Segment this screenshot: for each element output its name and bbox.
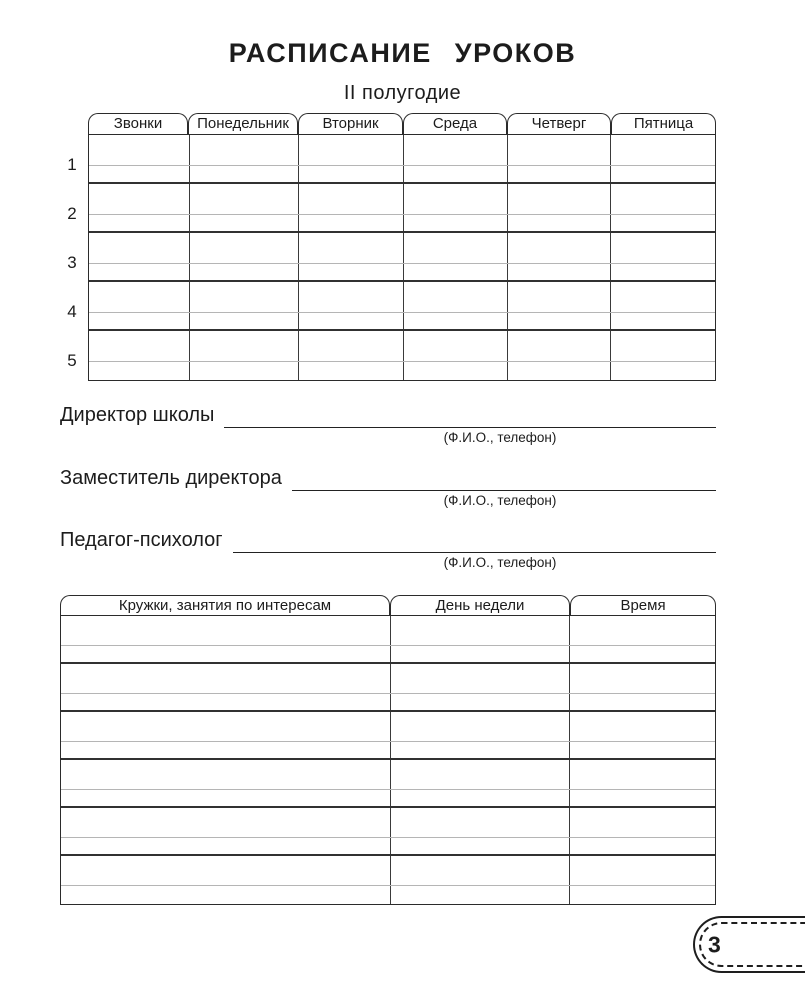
schedule-cell: [89, 215, 189, 231]
lesson-number: 5: [67, 351, 77, 370]
schedule-header-row: [88, 113, 716, 134]
lesson-number: 1: [67, 155, 77, 174]
clubs-cell: [390, 616, 569, 645]
clubs-cell: [61, 742, 390, 758]
official-label: Заместитель директора: [60, 467, 282, 489]
schedule-column-header-tuesday: Вторник: [298, 113, 403, 134]
clubs-cell: [390, 742, 569, 758]
clubs-cell-row: [61, 694, 715, 712]
clubs-cell-row: [61, 712, 715, 742]
schedule-cell: [298, 135, 403, 165]
lesson-number: 4: [67, 302, 77, 321]
clubs-cell: [61, 760, 390, 789]
clubs-cell: [390, 664, 569, 693]
schedule-cell-row: [89, 282, 715, 313]
schedule-cell: [403, 215, 507, 231]
schedule-cell: [298, 264, 403, 280]
clubs-cell: [390, 838, 569, 854]
schedule-cell: [403, 282, 507, 312]
clubs-cell: [61, 694, 390, 710]
schedule-cell: [507, 184, 611, 214]
clubs-cell-row: [61, 886, 715, 904]
lesson-number: 3: [67, 253, 77, 272]
schedule-cell: [610, 184, 715, 214]
schedule-cell: [403, 135, 507, 165]
schedule-cell-row: [89, 233, 715, 264]
semester-subtitle: II полугодие: [343, 82, 462, 104]
schedule-cell: [507, 313, 611, 329]
schedule-cell: [403, 184, 507, 214]
clubs-cell: [569, 646, 715, 662]
clubs-cell: [390, 790, 569, 806]
clubs-cell-row: [61, 760, 715, 790]
clubs-cell: [569, 760, 715, 789]
clubs-cell: [61, 838, 390, 854]
clubs-cell-row: [61, 790, 715, 808]
schedule-cell: [298, 166, 403, 182]
clubs-cell: [390, 646, 569, 662]
schedule-cell: [610, 362, 715, 380]
schedule-cell: [189, 282, 299, 312]
schedule-cell: [298, 313, 403, 329]
schedule-cell: [298, 215, 403, 231]
schedule-cell: [298, 233, 403, 263]
clubs-cell: [390, 808, 569, 837]
official-row-director: [60, 397, 716, 449]
schedule-cell: [89, 135, 189, 165]
clubs-cell-row: [61, 616, 715, 646]
schedule-cell-row: [89, 362, 715, 380]
page-number-badge: [693, 916, 805, 973]
schedule-cell: [89, 264, 189, 280]
clubs-cell-row: [61, 808, 715, 838]
schedule-cell: [610, 313, 715, 329]
schedule-cell: [403, 331, 507, 361]
signature-caption: (Ф.И.О., телефон): [443, 493, 557, 508]
schedule-cell-row: [89, 215, 715, 233]
schedule-cell: [507, 282, 611, 312]
official-row-deputy: [60, 460, 716, 512]
page-number: 3: [708, 931, 721, 957]
clubs-cell: [61, 646, 390, 662]
clubs-table: [60, 615, 716, 905]
schedule-cell: [89, 166, 189, 182]
clubs-column-header-activities: Кружки, занятия по интересам: [60, 595, 390, 615]
schedule-column-header-bells: Звонки: [88, 113, 188, 134]
lesson-number: 2: [67, 204, 77, 223]
schedule-cell: [507, 264, 611, 280]
schedule-cell: [403, 264, 507, 280]
schedule-cell: [403, 362, 507, 380]
schedule-cell: [403, 313, 507, 329]
schedule-cell: [189, 313, 299, 329]
signature-caption: (Ф.И.О., телефон): [443, 555, 557, 570]
schedule-cell-row: [89, 184, 715, 215]
clubs-cell: [390, 694, 569, 710]
schedule-cell-row: [89, 313, 715, 331]
schedule-cell: [507, 166, 611, 182]
clubs-cell: [61, 808, 390, 837]
signature-line: [224, 397, 716, 428]
schedule-cell: [89, 282, 189, 312]
schedule-cell-row: [89, 135, 715, 166]
clubs-column-header-time: Время: [570, 595, 716, 615]
schedule-cell: [298, 331, 403, 361]
schedule-cell-row: [89, 331, 715, 362]
schedule-cell: [189, 331, 299, 361]
clubs-cell: [569, 742, 715, 758]
clubs-cell: [390, 760, 569, 789]
schedule-cell: [189, 215, 299, 231]
schedule-cell: [298, 282, 403, 312]
schedule-cell: [298, 184, 403, 214]
page-title: РАСПИСАНИЕ УРОКОВ: [228, 38, 577, 68]
schedule-cell: [89, 362, 189, 380]
schedule-cell: [507, 233, 611, 263]
clubs-cell: [569, 808, 715, 837]
schedule-cell: [403, 233, 507, 263]
clubs-cell: [61, 886, 390, 904]
clubs-cell-row: [61, 856, 715, 886]
schedule-cell-row: [89, 166, 715, 184]
official-label: Директор школы: [60, 404, 215, 426]
schedule-column-header-wednesday: Среда: [403, 113, 507, 134]
clubs-cell: [61, 664, 390, 693]
schedule-cell: [189, 166, 299, 182]
clubs-cell: [569, 712, 715, 741]
clubs-cell: [61, 790, 390, 806]
official-label: Педагог-психолог: [60, 529, 223, 551]
schedule-cell: [89, 184, 189, 214]
schedule-cell: [610, 233, 715, 263]
clubs-cell-row: [61, 838, 715, 856]
clubs-cell: [390, 886, 569, 904]
schedule-cell: [403, 166, 507, 182]
clubs-cell: [569, 856, 715, 885]
clubs-cell: [569, 886, 715, 904]
schedule-column-header-thursday: Четверг: [507, 113, 611, 134]
schedule-column-header-friday: Пятница: [611, 113, 716, 134]
schedule-cell: [189, 184, 299, 214]
clubs-cell-row: [61, 646, 715, 664]
schedule-cell: [610, 166, 715, 182]
lesson-schedule-table: [88, 134, 716, 381]
schedule-cell: [89, 233, 189, 263]
schedule-cell: [507, 362, 611, 380]
clubs-cell-row: [61, 664, 715, 694]
signature-line: [233, 522, 716, 553]
schedule-cell: [610, 264, 715, 280]
schedule-cell: [189, 264, 299, 280]
clubs-cell: [569, 838, 715, 854]
clubs-cell: [569, 790, 715, 806]
schedule-cell: [89, 331, 189, 361]
schedule-cell: [189, 362, 299, 380]
clubs-cell-row: [61, 742, 715, 760]
schedule-cell: [507, 215, 611, 231]
clubs-column-header-weekday: День недели: [390, 595, 570, 615]
schedule-cell: [610, 331, 715, 361]
schedule-column-header-monday: Понедельник: [188, 113, 298, 134]
clubs-cell: [569, 664, 715, 693]
schedule-cell: [610, 215, 715, 231]
schedule-cell: [298, 362, 403, 380]
schedule-cell: [610, 135, 715, 165]
clubs-cell: [569, 694, 715, 710]
schedule-cell: [89, 313, 189, 329]
signature-caption: (Ф.И.О., телефон): [443, 430, 557, 445]
clubs-cell: [390, 856, 569, 885]
schedule-cell: [507, 331, 611, 361]
clubs-cell: [390, 712, 569, 741]
signature-line: [292, 460, 716, 491]
official-row-psychologist: [60, 522, 716, 574]
clubs-cell: [61, 712, 390, 741]
clubs-cell: [61, 856, 390, 885]
schedule-cell: [189, 135, 299, 165]
clubs-cell: [569, 616, 715, 645]
clubs-cell: [61, 616, 390, 645]
schedule-cell-row: [89, 264, 715, 282]
schedule-cell: [507, 135, 611, 165]
schedule-cell: [189, 233, 299, 263]
schedule-cell: [610, 282, 715, 312]
clubs-header-row: [60, 595, 716, 615]
